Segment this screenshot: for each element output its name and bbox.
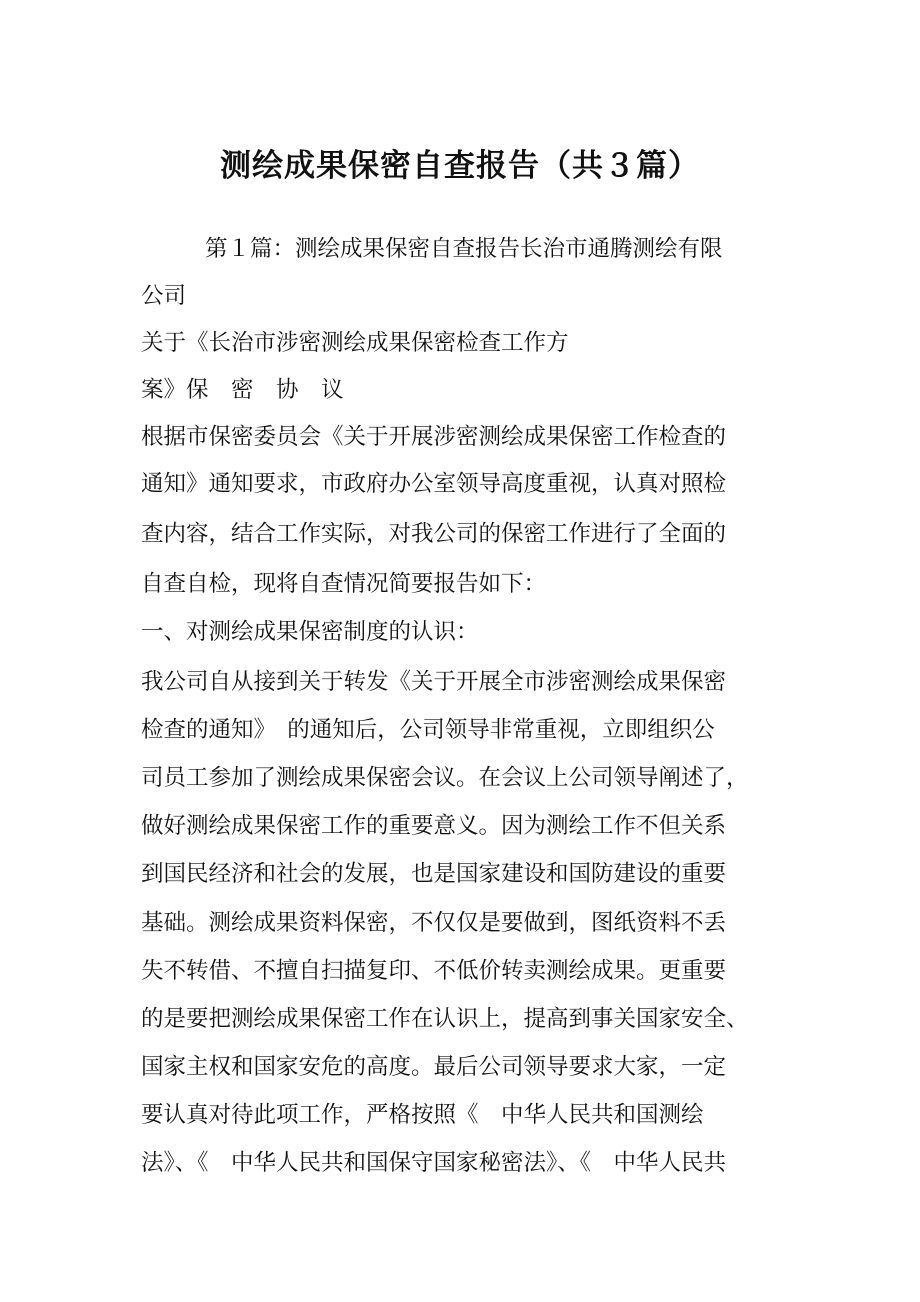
text-line: 查内容，结合工作实际，对我公司的保密工作进行了全面的 [141,521,727,547]
text-line: 做好测绘成果保密工作的重要意义。因为测绘工作不但关系 [141,813,727,839]
section-heading: 一、对测绘成果保密制度的认识： [141,619,479,645]
text-line: 关于《长治市涉密测绘成果保密检查工作方 [141,330,569,356]
text-line: 案》保 密 协 议 [141,377,344,403]
text-line: 检查的通知》 的通知后，公司领导非常重视，立即组织公 [141,717,715,743]
text-line: 公司 [141,283,187,309]
text-line: 根据市保密委员会《关于开展涉密测绘成果保密工作检查的 [141,424,727,450]
text-line: 法》、《 中华人民共和国保守国家秘密法》、《 中华人民共 [141,1150,727,1176]
text-line: 的是要把测绘成果保密工作在认识上，提高到事关国家安全、 [141,1006,749,1032]
document-title: 测绘成果保密自查报告（共３篇） [220,148,700,184]
text-line: 到国民经济和社会的发展，也是国家建设和国防建设的重要 [141,861,727,887]
text-line: 要认真对待此项工作，严格按照《 中华人民共和国测绘 [141,1102,704,1128]
text-line: 失不转借、不擅自扫描复印、不低价转卖测绘成果。更重要 [141,958,727,984]
text-line: 基础。测绘成果资料保密，不仅仅是要做到，图纸资料不丢 [141,910,727,936]
text-line: 我公司自从接到关于转发《关于开展全市涉密测绘成果保密 [141,669,727,695]
text-line: 第１篇：测绘成果保密自查报告长治市通腾测绘有限 [205,236,723,262]
text-line: 司员工参加了测绘成果保密会议。在会议上公司领导阐述了， [141,765,749,791]
text-line: 通知》通知要求，市政府办公室领导高度重视，认真对照检 [141,471,727,497]
text-line: 国家主权和国家安危的高度。最后公司领导要求大家，一定 [141,1054,727,1080]
text-line: 自查自检，现将自查情况简要报告如下： [141,571,547,597]
